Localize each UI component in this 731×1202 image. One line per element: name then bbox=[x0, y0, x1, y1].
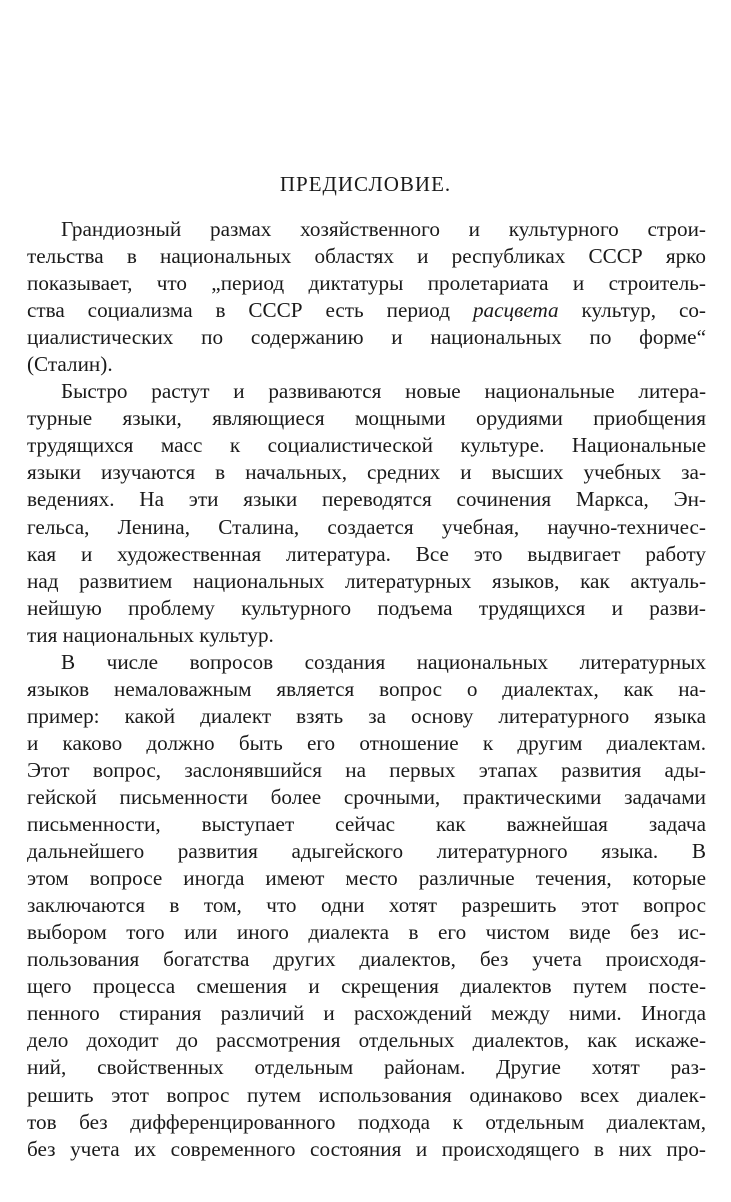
text-line: дальнейшего развития адыгейского литературного языка. В bbox=[27, 839, 706, 864]
text-line: кая и художественная литература. Все это выдвигает работу bbox=[27, 541, 706, 566]
text-line: циалистических по содержанию и национальных по форме“ bbox=[27, 325, 706, 350]
text-line: и каково должно быть его отношение к другим диалектам. bbox=[27, 730, 706, 755]
text-line: ний, свойственных отдельным районам. Другие хотят раз- bbox=[27, 1055, 706, 1080]
text-line: решить этот вопрос путем использования одинаково всех диалек- bbox=[27, 1082, 706, 1107]
text-line: заключаются в том, что одни хотят разрешить этот вопрос bbox=[27, 893, 706, 918]
text-line: пенного стирания различий и расхождений между ними. Иногда bbox=[27, 1001, 706, 1026]
text-line: Этот вопрос, заслонявшийся на первых этапах развития ады- bbox=[27, 757, 706, 782]
text-line: пользования богатства других диалектов, без учета происходя- bbox=[27, 947, 706, 972]
text-line: гейской письменности более срочными, практическими задачами bbox=[27, 784, 706, 809]
text-line: Грандиозный размах хозяйственного и культурного строи- bbox=[61, 217, 706, 241]
text-line: показывает, что „период диктатуры пролетариата и строитель- bbox=[27, 271, 706, 296]
text-line: пример: какой диалект взять за основу литературного языка bbox=[27, 703, 706, 728]
text-segment: культур, со- bbox=[558, 298, 706, 323]
text-line: ведениях. На эти языки переводятся сочинения Маркса, Эн- bbox=[27, 487, 706, 512]
text-line: тельства в национальных областях и республиках СССР ярко bbox=[27, 244, 706, 269]
emphasized-word: расцвета bbox=[472, 298, 559, 323]
text-line: дело доходит до рассмотрения отдельных диалектов, как искаже- bbox=[27, 1028, 706, 1053]
text-line: щего процесса смешения и скрещения диалектов путем посте- bbox=[27, 974, 706, 999]
text-line-with-emphasis bbox=[27, 297, 706, 324]
text-line: трудящихся масс к социалистической культуре. Национальные bbox=[27, 433, 706, 458]
preface-text bbox=[27, 216, 706, 1163]
text-line: Быстро растут и развиваются новые национальные литера- bbox=[61, 379, 706, 404]
text-line: этом вопросе иногда имеют место различные течения, которые bbox=[27, 866, 706, 891]
text-line: выбором того или иного диалекта в его чистом виде без ис- bbox=[27, 920, 706, 945]
text-line: языки изучаются в начальных, средних и высших учебных за- bbox=[27, 460, 706, 485]
text-line: В числе вопросов создания национальных литературных bbox=[61, 649, 706, 674]
text-line: (Сталин). bbox=[27, 352, 113, 377]
text-line: гельса, Ленина, Сталина, создается учебная, научно-техничес- bbox=[27, 514, 706, 539]
text-line: тия национальных культур. bbox=[27, 622, 274, 647]
text-line: языков немаловажным является вопрос о диалектах, как на- bbox=[27, 676, 706, 701]
text-line: над развитием национальных литературных языков, как актуаль- bbox=[27, 568, 706, 593]
text-line: письменности, выступает сейчас как важнейшая задача bbox=[27, 812, 706, 837]
text-line: без учета их современного состояния и происходящего в них про- bbox=[27, 1136, 706, 1161]
text-segment: ства социализма в СССР есть период bbox=[27, 298, 473, 323]
text-line: тов без дифференцированного подхода к отдельным диалектам, bbox=[27, 1109, 706, 1134]
text-line: турные языки, являющиеся мощными орудиями приобщения bbox=[27, 406, 706, 431]
page-title: ПРЕДИСЛОВИЕ. bbox=[279, 172, 452, 196]
text-line: нейшую проблему культурного подъема трудящихся и разви- bbox=[27, 595, 706, 620]
